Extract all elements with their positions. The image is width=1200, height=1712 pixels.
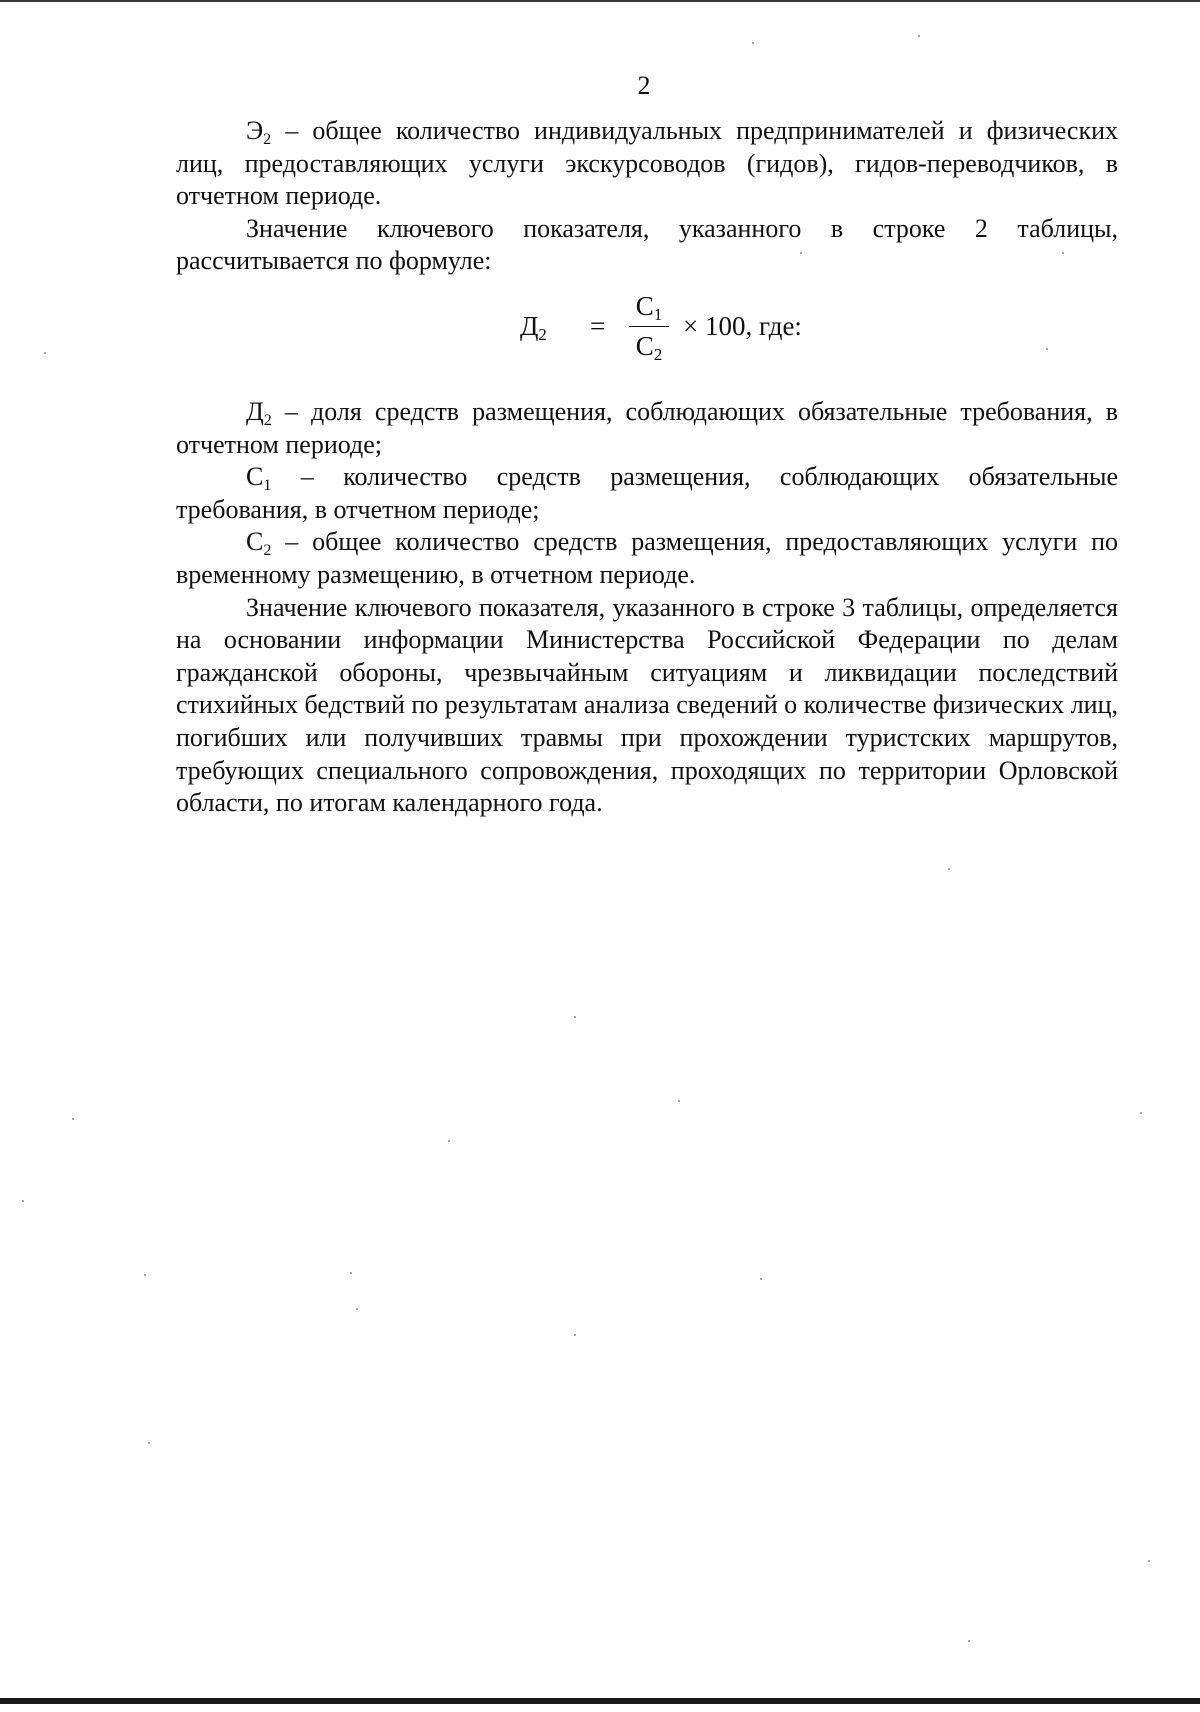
scan-speck (1046, 348, 1048, 350)
scan-top-edge (0, 0, 1200, 2)
scan-speck (752, 42, 754, 44)
fraction-denominator (627, 330, 671, 363)
formula-intro-paragraph: Значение ключевого показателя, указанного в строке 2 таблицы, рассчитывается по формуле: (176, 213, 1118, 276)
scan-speck (448, 1140, 450, 1142)
scan-speck (800, 252, 802, 254)
formula-tail: × 100, где: (683, 310, 802, 341)
scan-speck (968, 1640, 970, 1642)
fraction-numerator (627, 290, 671, 323)
denominator-symbol: С (635, 330, 654, 361)
variable-subscript: 2 (263, 542, 272, 560)
scan-bottom-edge (0, 1698, 1200, 1704)
numerator-symbol: С (635, 290, 654, 321)
scan-speck (350, 1272, 352, 1274)
variable-symbol: С (246, 462, 264, 492)
definition-c1-paragraph (176, 461, 1118, 526)
scan-speck (72, 1118, 74, 1120)
document-body (176, 115, 1118, 820)
scan-speck (574, 1016, 576, 1018)
variable-symbol: Д (246, 396, 264, 426)
scan-speck (948, 868, 950, 870)
scan-speck (356, 1308, 358, 1310)
variable-symbol: С (246, 527, 264, 557)
scan-speck (148, 1442, 150, 1444)
scan-speck (1148, 1560, 1150, 1562)
scan-speck (918, 35, 920, 37)
numerator-subscript: 1 (653, 304, 663, 324)
formula-lhs (520, 310, 547, 343)
definition-text: – общее количество индивидуальных предпринимателей и физических лиц, предоставляющих услуги экскурсоводов (гидов), гидов-переводчиков, в отчетном периоде. (176, 116, 1118, 211)
scan-speck (678, 1100, 680, 1102)
formula-fraction (627, 290, 671, 374)
formula-lhs-subscript: 2 (538, 324, 547, 344)
scan-speck (1062, 252, 1064, 254)
definition-e2-paragraph (176, 115, 1118, 213)
definition-c2-paragraph (176, 526, 1118, 591)
formula-lhs-symbol: Д (520, 310, 539, 341)
formula-d2 (176, 284, 1118, 380)
definition-text: – общее количество средств размещения, предоставляющих услуги по временному размещению, в отчетном периоде. (176, 527, 1118, 589)
indicator-3-paragraph: Значение ключевого показателя, указанного в строке 3 таблицы, определяется на основании информации Министерства Российской Федерации по делам гражданской обороны, чрезвычайным ситуациям и ликвидации последствий стихийных бедствий по результатам анализа сведений о количестве физических лиц, погибших или получивших травмы при прохождении туристских маршрутов, требующих специального сопровождения, проходящих по территории Орловской области, по итогам календарного года. (176, 592, 1118, 818)
scan-speck (574, 1334, 576, 1336)
variable-subscript: 1 (263, 476, 272, 494)
formula-equals: = (590, 310, 606, 341)
definition-text: – доля средств размещения, соблюдающих обязательные требования, в отчетном периоде; (176, 396, 1118, 459)
variable-subscript: 2 (263, 130, 272, 148)
fraction-bar (629, 326, 669, 328)
definition-text: – количество средств размещения, соблюдающих обязательные требования, в отчетном периоде; (176, 462, 1118, 524)
definition-d2-paragraph (176, 396, 1118, 461)
scan-speck (44, 352, 46, 354)
scan-speck (1140, 1112, 1142, 1114)
denominator-subscript: 2 (653, 344, 663, 364)
page-number: 2 (637, 71, 651, 100)
scan-speck (144, 1274, 146, 1276)
variable-subscript: 2 (263, 411, 272, 429)
scan-speck (22, 1200, 24, 1202)
scan-speck (760, 1278, 762, 1280)
variable-symbol: Э (246, 116, 264, 145)
